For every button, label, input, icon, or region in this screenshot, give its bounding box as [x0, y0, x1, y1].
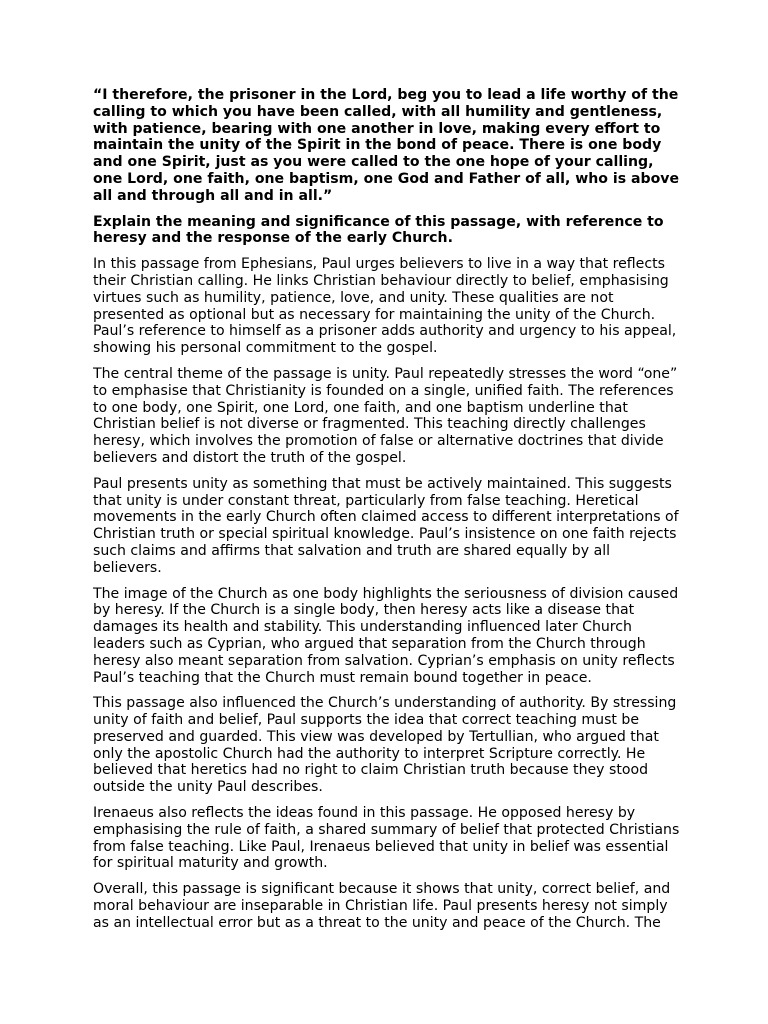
- paragraph-7: Overall, this passage is significant because it shows that unity, correct belief, and moral behaviour are inseparable in Christian life. Paul presents heresy not simply as an intellectual error but as a threat to the unity and peace of the Church. The: [93, 881, 671, 931]
- paragraph-1: In this passage from Ephesians, Paul urges believers to live in a way that reflects their Christian calling. He links Christian behaviour directly to belief, emphasising virtues such as humility, patience, love, and unity. These qualities are not presented as optional but as necessary for maintaining the unity of the Church. Paul’s reference to himself as a prisoner adds authority and urgency to his appeal, showing his personal commitment to the gospel.: [93, 256, 677, 357]
- paragraph-5: This passage also influenced the Church’s understanding of authority. By stressing unity of faith and belief, Paul supports the idea that correct teaching must be preserved and guarded. This view was developed by Tertullian, who argued that only the apostolic Church had the authority to interpret Scripture correctly. He believed that heretics had no right to claim Christian truth because they stood outside the unity Paul describes.: [93, 695, 677, 796]
- document-page: [93, 87, 681, 937]
- scripture-quote: “I therefore, the prisoner in the Lord, beg you to lead a life worthy of the calling to which you have been called, with all humility and gentleness, with patience, bearing with one another in love, making every effort to maintain the unity of the Spirit in the bond of peace. There is one body and one Spirit, just as you were called to the one hope of your calling, one Lord, one faith, one baptism, one God and Father of all, who is above all and through all and in all.”: [93, 87, 680, 204]
- paragraph-2: The central theme of the passage is unity. Paul repeatedly stresses the word “one” to emphasise that Christianity is founded on a single, unified faith. The references to one body, one Spirit, one Lord, one faith, and one baptism underline that Christian belief is not diverse or fragmented. This teaching directly challenges heresy, which involves the promotion of false or alternative doctrines that divide believers and distort the truth of the gospel.: [93, 365, 678, 466]
- paragraph-4: The image of the Church as one body highlights the seriousness of division caused by heresy. If the Church is a single body, then heresy acts like a disease that damages its health and stability. This understanding influenced later Church leaders such as Cyprian, who argued that separation from the Church through heresy also meant separation from salvation. Cyprian’s emphasis on unity reflects Paul’s teaching that the Church must remain bound together in peace.: [93, 585, 679, 686]
- paragraph-3: Paul presents unity as something that must be actively maintained. This suggests that unity is under constant threat, particularly from false teaching. Heretical movements in the early Church often claimed access to different interpretations of Christian truth or special spiritual knowledge. Paul’s insistence on one faith rejects such claims and affirms that salvation and truth are shared equally by all believers.: [93, 475, 679, 576]
- essay-question: Explain the meaning and significance of this passage, with reference to heresy and the response of the early Church.: [93, 213, 664, 247]
- paragraph-6: Irenaeus also reflects the ideas found in this passage. He opposed heresy by emphasising the rule of faith, a shared summary of belief that protected Christians from false teaching. Like Paul, Irenaeus believed that unity in belief was essential for spiritual maturity and growth.: [93, 805, 680, 872]
